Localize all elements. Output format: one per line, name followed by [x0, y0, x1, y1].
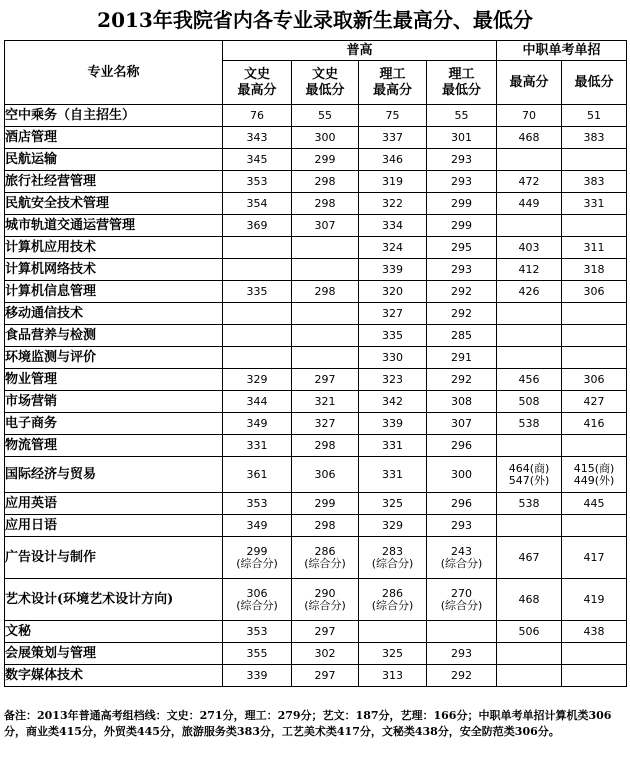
score-cell: 323 — [359, 369, 427, 391]
major-name: 应用英语 — [5, 493, 223, 515]
score-cell: 344 — [223, 391, 292, 413]
score-cell: 295 — [427, 237, 497, 259]
score-cell: 330 — [359, 347, 427, 369]
score-cell — [223, 259, 292, 281]
table-row — [5, 237, 627, 259]
score-cell: 468 — [497, 127, 562, 149]
table-row — [5, 621, 627, 643]
score-cell: 464(商) 547(外) — [497, 457, 562, 493]
major-name: 移动通信技术 — [5, 303, 223, 325]
score-cell: 334 — [359, 215, 427, 237]
score-cell: 243 (综合分) — [427, 537, 497, 579]
score-cell — [562, 665, 627, 687]
score-cell: 472 — [497, 171, 562, 193]
score-cell: 325 — [359, 643, 427, 665]
score-cell: 297 — [292, 621, 359, 643]
score-cell: 290 (综合分) — [292, 579, 359, 621]
score-cell: 291 — [427, 347, 497, 369]
table-row — [5, 369, 627, 391]
score-cell — [562, 325, 627, 347]
score-cell: 456 — [497, 369, 562, 391]
score-cell: 286 (综合分) — [292, 537, 359, 579]
page-title: 2013年我院省内各专业录取新生最高分、最低分 — [97, 8, 533, 32]
score-cell — [292, 237, 359, 259]
table-row — [5, 435, 627, 457]
major-name: 广告设计与制作 — [5, 537, 223, 579]
score-cell: 354 — [223, 193, 292, 215]
score-cell — [497, 303, 562, 325]
score-cell: 292 — [427, 281, 497, 303]
score-cell — [427, 621, 497, 643]
table-row — [5, 193, 627, 215]
score-cell: 361 — [223, 457, 292, 493]
score-cell: 335 — [223, 281, 292, 303]
score-cell: 415(商) 449(外) — [562, 457, 627, 493]
score-cell: 318 — [562, 259, 627, 281]
score-cell: 300 — [292, 127, 359, 149]
table-row — [5, 171, 627, 193]
score-cell — [497, 215, 562, 237]
major-name: 文秘 — [5, 621, 223, 643]
score-cell: 302 — [292, 643, 359, 665]
header-col-3: 理工 最低分 — [427, 61, 497, 105]
major-name: 计算机网络技术 — [5, 259, 223, 281]
major-name: 计算机信息管理 — [5, 281, 223, 303]
major-name: 物流管理 — [5, 435, 223, 457]
score-cell: 298 — [292, 193, 359, 215]
table-row — [5, 127, 627, 149]
table-row — [5, 413, 627, 435]
major-name: 民航安全技术管理 — [5, 193, 223, 215]
score-cell: 538 — [497, 413, 562, 435]
score-cell: 339 — [359, 413, 427, 435]
score-cell: 306 — [292, 457, 359, 493]
score-cell: 445 — [562, 493, 627, 515]
score-cell: 296 — [427, 493, 497, 515]
table-row — [5, 515, 627, 537]
score-cell — [292, 347, 359, 369]
score-cell: 438 — [562, 621, 627, 643]
score-cell: 299 — [292, 149, 359, 171]
table-row — [5, 457, 627, 493]
score-cell: 337 — [359, 127, 427, 149]
score-cell — [562, 347, 627, 369]
score-cell — [359, 621, 427, 643]
score-cell: 296 — [427, 435, 497, 457]
major-name: 城市轨道交通运营管理 — [5, 215, 223, 237]
score-cell — [292, 259, 359, 281]
score-cell: 449 — [497, 193, 562, 215]
score-cell: 383 — [562, 127, 627, 149]
major-name: 数字媒体技术 — [5, 665, 223, 687]
score-cell: 508 — [497, 391, 562, 413]
score-cell: 346 — [359, 149, 427, 171]
score-cell: 383 — [562, 171, 627, 193]
major-name: 国际经济与贸易 — [5, 457, 223, 493]
score-cell: 299 (综合分) — [223, 537, 292, 579]
major-name: 市场营销 — [5, 391, 223, 413]
score-cell: 298 — [292, 515, 359, 537]
score-cell — [497, 515, 562, 537]
score-cell: 75 — [359, 105, 427, 127]
score-cell: 292 — [427, 665, 497, 687]
score-cell — [497, 643, 562, 665]
score-cell: 369 — [223, 215, 292, 237]
header-major: 专业名称 — [5, 41, 223, 105]
major-name: 酒店管理 — [5, 127, 223, 149]
table-row — [5, 537, 627, 579]
score-cell: 468 — [497, 579, 562, 621]
score-cell: 55 — [427, 105, 497, 127]
header-col-1: 文史 最低分 — [292, 61, 359, 105]
score-cell — [562, 643, 627, 665]
score-cell: 292 — [427, 369, 497, 391]
major-name: 食品营养与检测 — [5, 325, 223, 347]
header-zhongzhi: 中职单考单招 — [497, 41, 627, 61]
major-name: 环境监测与评价 — [5, 347, 223, 369]
score-cell — [562, 149, 627, 171]
table-row — [5, 579, 627, 621]
score-cell — [562, 303, 627, 325]
table-row — [5, 105, 627, 127]
score-cell — [497, 149, 562, 171]
score-cell — [497, 325, 562, 347]
score-cell: 331 — [359, 435, 427, 457]
score-cell: 55 — [292, 105, 359, 127]
score-cell: 321 — [292, 391, 359, 413]
score-cell: 298 — [292, 435, 359, 457]
score-cell: 285 — [427, 325, 497, 347]
score-cell: 416 — [562, 413, 627, 435]
score-cell: 311 — [562, 237, 627, 259]
score-cell: 270 (综合分) — [427, 579, 497, 621]
score-cell: 306 — [562, 281, 627, 303]
score-cell — [223, 237, 292, 259]
score-cell: 300 — [427, 457, 497, 493]
major-name: 计算机应用技术 — [5, 237, 223, 259]
score-cell: 412 — [497, 259, 562, 281]
score-cell: 297 — [292, 369, 359, 391]
score-cell: 506 — [497, 621, 562, 643]
score-cell: 419 — [562, 579, 627, 621]
score-cell: 307 — [292, 215, 359, 237]
table-row — [5, 281, 627, 303]
score-cell: 298 — [292, 171, 359, 193]
table-row — [5, 665, 627, 687]
score-cell: 331 — [359, 457, 427, 493]
score-cell: 313 — [359, 665, 427, 687]
score-cell: 308 — [427, 391, 497, 413]
major-name: 物业管理 — [5, 369, 223, 391]
score-cell: 299 — [292, 493, 359, 515]
footnote: 备注：2013年普通高考组档线：文史：271分，理工：279分；艺文：187分，艺理：166分；中职单考单招计算机类306分，商业类415分，外贸类445分，旅游服务类383分，工艺美术类417分，文秘类438分，安全防范类306分。 — [4, 709, 612, 738]
score-cell: 299 — [427, 193, 497, 215]
score-cell: 307 — [427, 413, 497, 435]
score-cell: 293 — [427, 149, 497, 171]
table-row — [5, 493, 627, 515]
table-row — [5, 215, 627, 237]
score-cell: 343 — [223, 127, 292, 149]
score-cell: 292 — [427, 303, 497, 325]
score-cell: 293 — [427, 171, 497, 193]
score-cell: 329 — [223, 369, 292, 391]
score-cell — [497, 347, 562, 369]
score-cell: 70 — [497, 105, 562, 127]
score-cell: 319 — [359, 171, 427, 193]
score-cell: 467 — [497, 537, 562, 579]
major-name: 艺术设计(环境艺术设计方向) — [5, 579, 223, 621]
score-cell: 293 — [427, 259, 497, 281]
score-cell — [223, 325, 292, 347]
score-cell: 339 — [223, 665, 292, 687]
table-row — [5, 303, 627, 325]
score-cell: 76 — [223, 105, 292, 127]
score-cell: 353 — [223, 493, 292, 515]
score-cell: 299 — [427, 215, 497, 237]
score-cell: 538 — [497, 493, 562, 515]
score-cell: 403 — [497, 237, 562, 259]
table-row — [5, 347, 627, 369]
score-cell — [562, 215, 627, 237]
score-cell — [497, 665, 562, 687]
score-cell: 331 — [223, 435, 292, 457]
score-cell: 353 — [223, 621, 292, 643]
score-cell: 335 — [359, 325, 427, 347]
table-row — [5, 391, 627, 413]
score-cell — [497, 435, 562, 457]
major-name: 应用日语 — [5, 515, 223, 537]
score-table — [4, 40, 627, 687]
score-cell: 325 — [359, 493, 427, 515]
score-cell: 327 — [359, 303, 427, 325]
score-cell: 283 (综合分) — [359, 537, 427, 579]
score-cell — [223, 347, 292, 369]
table-row — [5, 259, 627, 281]
header-col-2: 理工 最高分 — [359, 61, 427, 105]
major-name: 旅行社经营管理 — [5, 171, 223, 193]
score-cell: 355 — [223, 643, 292, 665]
score-cell: 293 — [427, 515, 497, 537]
header-col-4: 最高分 — [497, 61, 562, 105]
score-cell: 51 — [562, 105, 627, 127]
table-row — [5, 325, 627, 347]
score-cell: 345 — [223, 149, 292, 171]
score-cell: 293 — [427, 643, 497, 665]
header-putong: 普高 — [223, 41, 497, 61]
table-row — [5, 643, 627, 665]
score-cell: 342 — [359, 391, 427, 413]
score-cell: 417 — [562, 537, 627, 579]
major-name: 电子商务 — [5, 413, 223, 435]
score-cell: 353 — [223, 171, 292, 193]
header-col-5: 最低分 — [562, 61, 627, 105]
score-cell: 306 — [562, 369, 627, 391]
score-cell — [223, 303, 292, 325]
score-table-body — [5, 105, 627, 687]
score-cell: 301 — [427, 127, 497, 149]
score-cell: 329 — [359, 515, 427, 537]
score-cell: 339 — [359, 259, 427, 281]
score-cell: 320 — [359, 281, 427, 303]
score-cell: 331 — [562, 193, 627, 215]
header-col-0: 文史 最高分 — [223, 61, 292, 105]
score-cell — [292, 325, 359, 347]
score-cell: 349 — [223, 515, 292, 537]
score-cell: 426 — [497, 281, 562, 303]
score-cell: 322 — [359, 193, 427, 215]
score-cell — [562, 515, 627, 537]
score-cell: 297 — [292, 665, 359, 687]
score-cell — [562, 435, 627, 457]
score-cell: 286 (综合分) — [359, 579, 427, 621]
score-cell: 298 — [292, 281, 359, 303]
table-row — [5, 149, 627, 171]
major-name: 会展策划与管理 — [5, 643, 223, 665]
score-cell: 427 — [562, 391, 627, 413]
score-cell: 324 — [359, 237, 427, 259]
major-name: 空中乘务（自主招生） — [5, 105, 223, 127]
major-name: 民航运输 — [5, 149, 223, 171]
score-cell: 327 — [292, 413, 359, 435]
score-cell: 349 — [223, 413, 292, 435]
score-cell: 306 (综合分) — [223, 579, 292, 621]
score-cell — [292, 303, 359, 325]
